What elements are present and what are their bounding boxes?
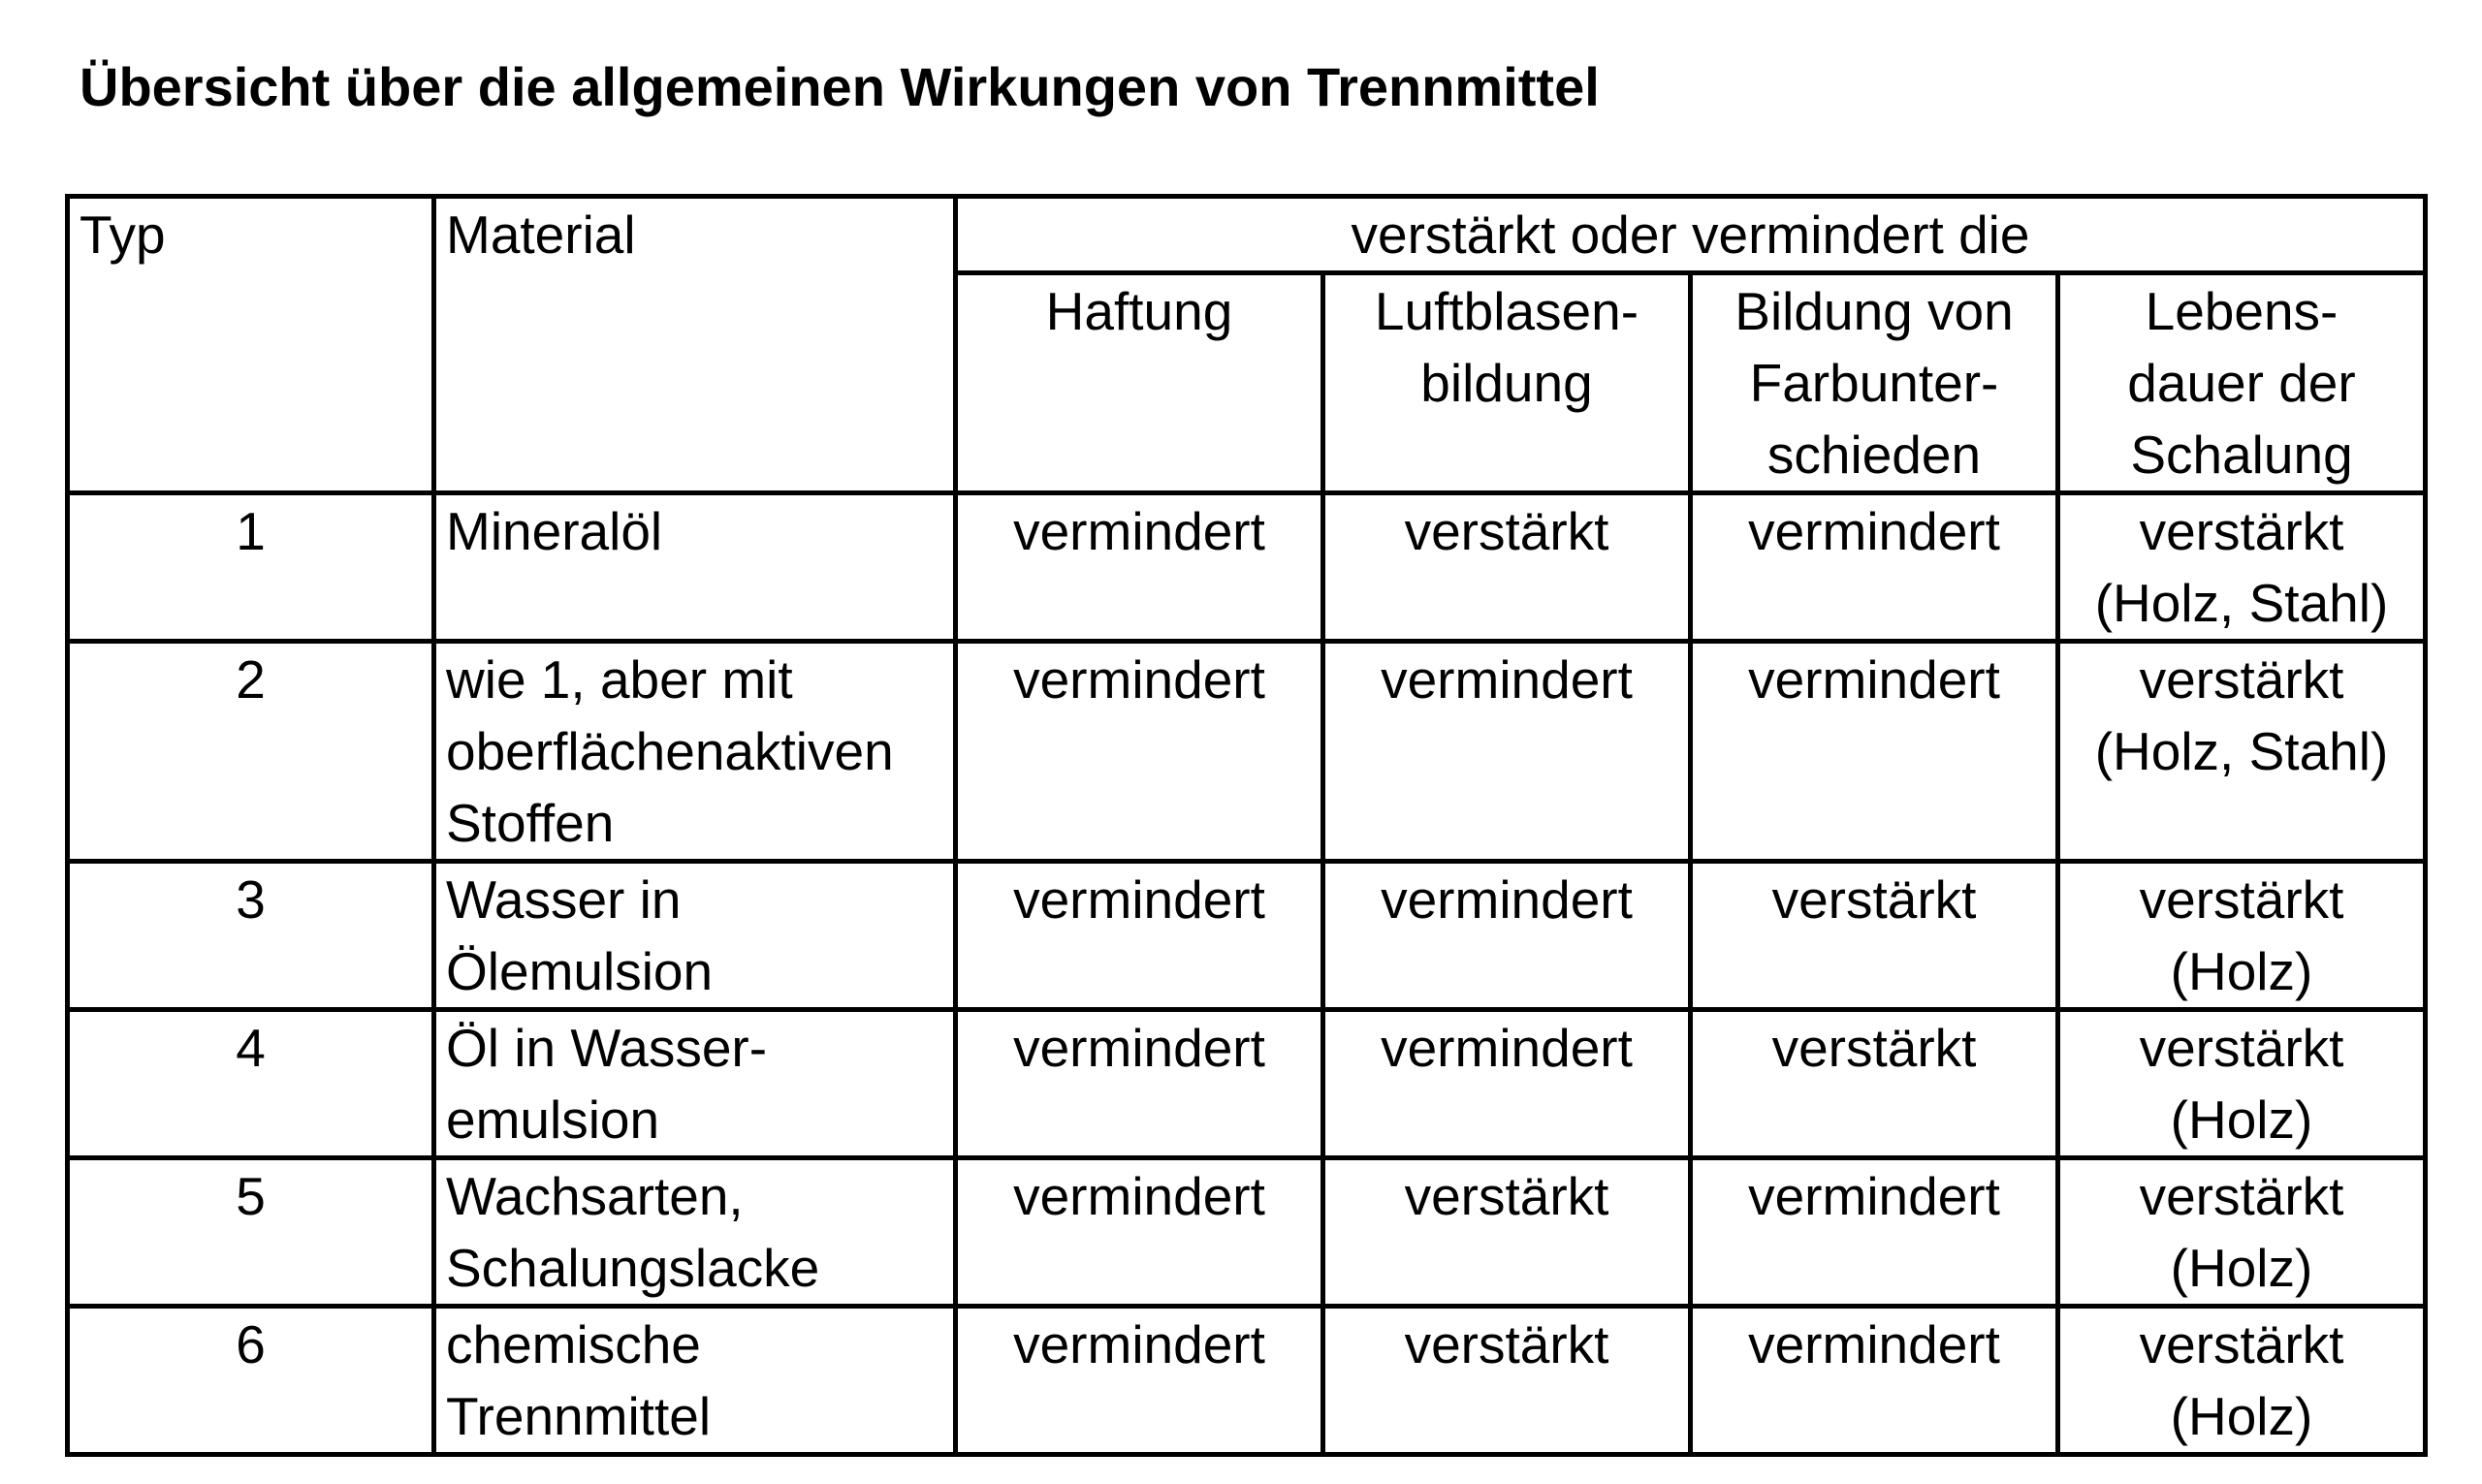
page-title: Übersicht über die allgemeinen Wirkungen von Trennmittel (80, 56, 1600, 117)
header-farbunterschiede-line: schieden (1766, 425, 1982, 485)
lebensdauer-line: verstärkt (2139, 501, 2344, 561)
cell-haftung: vermindert (956, 1010, 1323, 1158)
cell-haftung: vermindert (956, 1307, 1323, 1455)
cell-typ: 2 (68, 642, 434, 862)
table-row (68, 1158, 2426, 1307)
cell-haftung: vermindert (956, 493, 1323, 642)
cell-luftblasenbildung: verstärkt (1323, 1158, 1691, 1307)
material-line: Öl in Wasser- (446, 1018, 768, 1078)
table-row (68, 1010, 2426, 1158)
cell-lebensdauer (2058, 862, 2426, 1010)
cell-farbunterschiede: verstärkt (1691, 862, 2058, 1010)
cell-material (434, 642, 956, 862)
lebensdauer-line: verstärkt (2139, 1314, 2344, 1374)
material-line: wie 1, aber mit (446, 649, 793, 710)
table-row (68, 642, 2426, 862)
lebensdauer-line: (Holz) (2170, 941, 2313, 1001)
cell-haftung: vermindert (956, 642, 1323, 862)
material-line: emulsion (446, 1089, 660, 1150)
cell-luftblasenbildung: verstärkt (1323, 493, 1691, 642)
lebensdauer-line: verstärkt (2139, 1018, 2344, 1078)
cell-material (434, 862, 956, 1010)
cell-material (434, 1158, 956, 1307)
header-farbunterschiede (1691, 273, 2058, 493)
lebensdauer-line: verstärkt (2139, 869, 2344, 930)
cell-farbunterschiede: vermindert (1691, 493, 2058, 642)
cell-luftblasenbildung: verstärkt (1323, 1307, 1691, 1455)
material-line: Ölemulsion (446, 941, 714, 1001)
table-row (68, 1307, 2426, 1455)
table-row (68, 862, 2426, 1010)
cell-material (434, 493, 956, 642)
material-line: chemische (446, 1314, 701, 1374)
lebensdauer-line: (Holz) (2170, 1238, 2313, 1298)
material-line: oberflächenaktiven (446, 721, 894, 781)
header-farbunterschiede-line: Bildung von (1734, 281, 2014, 341)
material-line: Wasser in (446, 869, 682, 930)
cell-luftblasenbildung: vermindert (1323, 1010, 1691, 1158)
header-luftblasen-line: Luftblasen- (1374, 281, 1639, 341)
lebensdauer-line: (Holz, Stahl) (2094, 721, 2389, 781)
cell-farbunterschiede: vermindert (1691, 1158, 2058, 1307)
material-line: Schalungslacke (446, 1238, 820, 1298)
cell-lebensdauer (2058, 1307, 2426, 1455)
cell-luftblasenbildung: vermindert (1323, 642, 1691, 862)
cell-luftblasenbildung: vermindert (1323, 862, 1691, 1010)
lebensdauer-line: (Holz, Stahl) (2094, 573, 2389, 633)
header-material: Material (434, 197, 956, 493)
table-row (68, 493, 2426, 642)
cell-farbunterschiede: vermindert (1691, 1307, 2058, 1455)
material-line: Stoffen (446, 793, 615, 853)
cell-typ: 4 (68, 1010, 434, 1158)
cell-typ: 6 (68, 1307, 434, 1455)
cell-typ: 1 (68, 493, 434, 642)
cell-lebensdauer (2058, 493, 2426, 642)
header-farbunterschiede-line: Farbunter- (1749, 353, 1999, 413)
header-lebensdauer (2058, 273, 2426, 493)
header-haftung-line: Haftung (1045, 281, 1233, 341)
cell-lebensdauer (2058, 642, 2426, 862)
lebensdauer-line: verstärkt (2139, 649, 2344, 710)
header-luftblasenbildung (1323, 273, 1691, 493)
cell-material (434, 1307, 956, 1455)
header-lebensdauer-line: Lebens- (2145, 281, 2339, 341)
header-typ: Typ (68, 197, 434, 493)
header-lebensdauer-line: Schalung (2130, 425, 2353, 485)
header-row-group (68, 197, 2426, 273)
lebensdauer-line: (Holz) (2170, 1386, 2313, 1446)
cell-farbunterschiede: verstärkt (1691, 1010, 2058, 1158)
cell-haftung: vermindert (956, 1158, 1323, 1307)
cell-lebensdauer (2058, 1158, 2426, 1307)
header-luftblasen-line: bildung (1420, 353, 1593, 413)
cell-lebensdauer (2058, 1010, 2426, 1158)
header-lebensdauer-line: dauer der (2127, 353, 2356, 413)
trennmittel-effects-table (65, 194, 2428, 1457)
cell-farbunterschiede: vermindert (1691, 642, 2058, 862)
material-line: Trennmittel (446, 1386, 712, 1446)
cell-typ: 5 (68, 1158, 434, 1307)
cell-material (434, 1010, 956, 1158)
header-haftung (956, 273, 1323, 493)
lebensdauer-line: verstärkt (2139, 1166, 2344, 1226)
header-group-label: verstärkt oder vermindert die (956, 197, 2426, 273)
cell-typ: 3 (68, 862, 434, 1010)
material-line: Mineralöl (446, 501, 663, 561)
cell-haftung: vermindert (956, 862, 1323, 1010)
material-line: Wachsarten, (446, 1166, 744, 1226)
lebensdauer-line: (Holz) (2170, 1089, 2313, 1150)
